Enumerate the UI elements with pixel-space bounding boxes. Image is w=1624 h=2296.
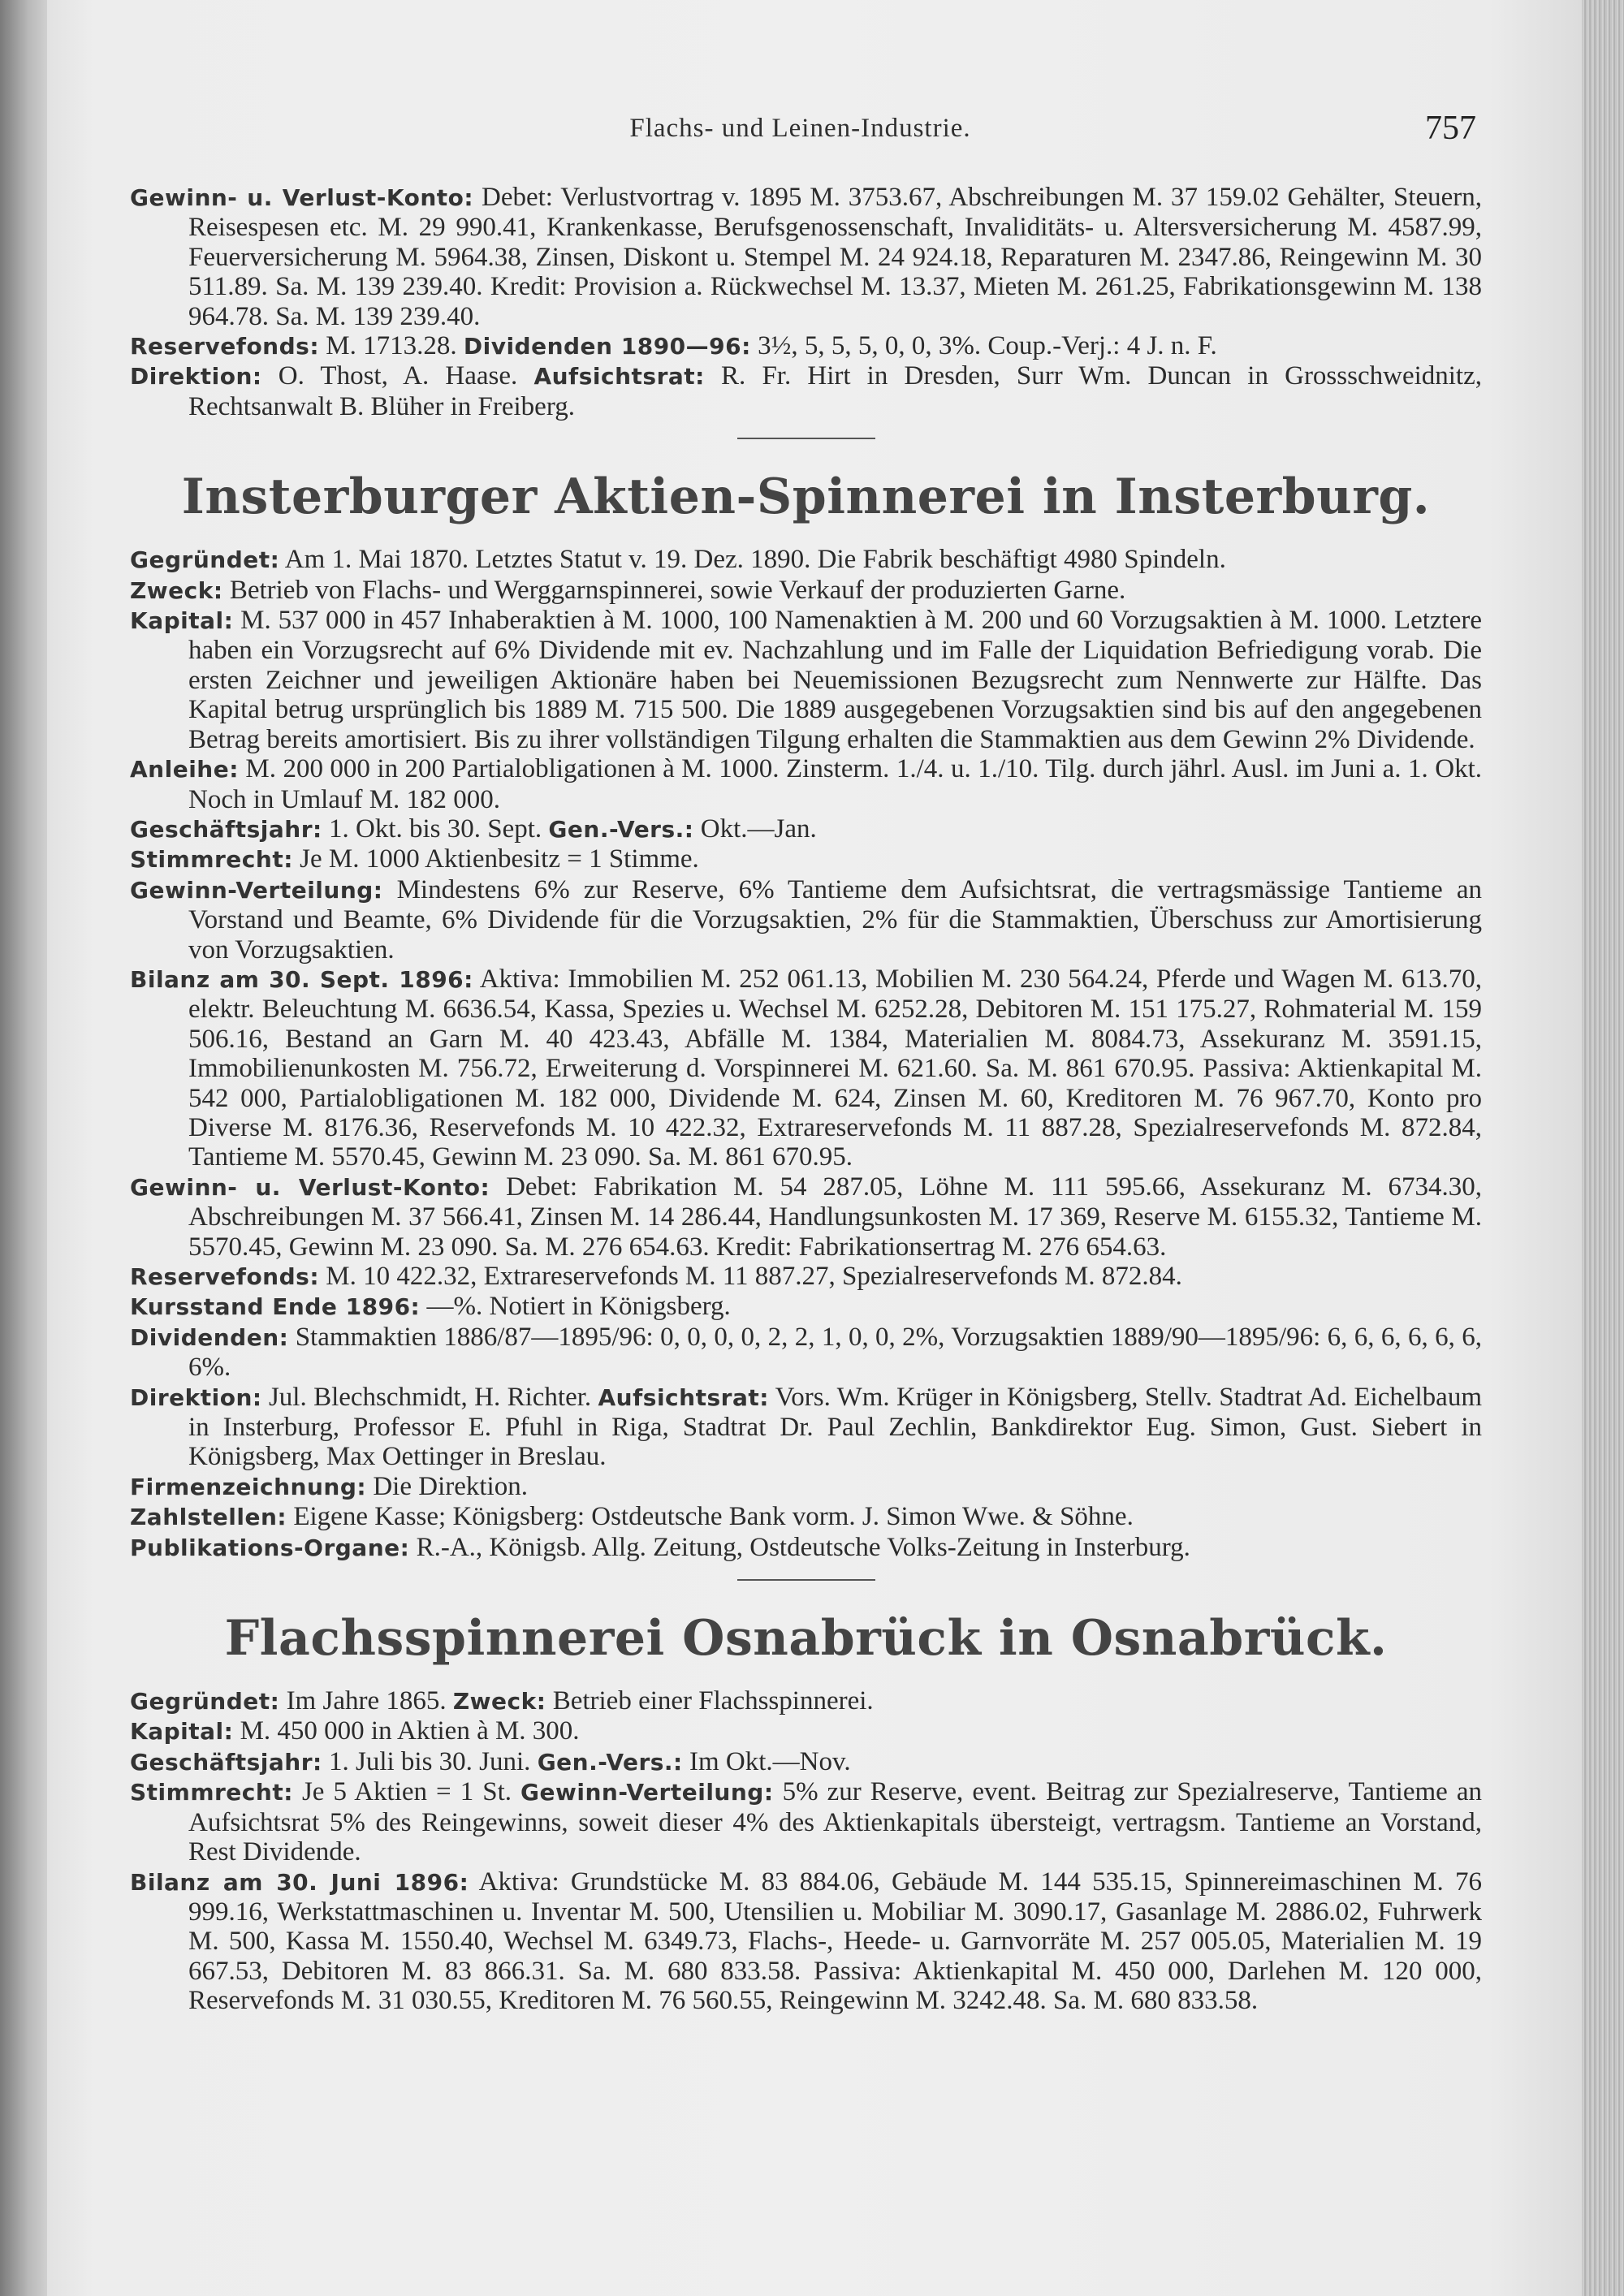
entry-label: Gewinn-Verteilung: [130,876,383,904]
section-divider [737,1579,875,1581]
entry-direktion [130,1383,1482,1472]
entry-text-secondary: Vors. Wm. Krüger in Königsberg, Stellv. Stadtrat Ad. Eichelbaum in Insterburg, Professor E. Pfuhl in Riga, Stadtrat Dr. Paul Zechlin, Bankdirektor Eug. Simon, Gust. Siebert in Königsberg, Max Oettinger in Breslau. [188,1382,1482,1472]
entry-label: Bilanz am 30. Sept. 1896: [130,965,473,993]
entry-label: Firmenzeichnung: [130,1473,367,1500]
entry-label: Direktion: [130,1383,262,1411]
entry-gewinn-verteilung [130,875,1482,965]
entry-text: —%. Notiert in Königsberg. [420,1292,731,1322]
entry-label: Bilanz am 30. Juni 1896: [130,1868,469,1896]
running-head [124,110,1476,162]
entry-label: Direktion: [130,363,262,391]
entry-label-secondary: Gen.-Vers.: [548,815,694,843]
entry-label: Gegründet: [130,1688,280,1716]
entry-text: M. 1713.28. [319,331,464,361]
entry-firmenzeichnung [130,1472,1482,1502]
entry-label: Gewinn- u. Verlust-Konto: [130,184,474,211]
entry-label: Reservefonds: [130,1263,320,1290]
entry-text: Am 1. Mai 1870. Letztes Statut v. 19. Dez. 1890. Die Fabrik beschäftigt 4980 Spindeln. [279,545,1226,575]
entry-dividenden [130,1323,1482,1383]
entry-text: Debet: Fabrikation M. 54 287.05, Löhne M. 111 595.66, Assekuranz M. 6734.30, Abschreibungen M. 37 566.41, Zinsen M. 14 286.44, Handlungsunkosten M. 17 369, Reserve M. 6155.32, Tantieme M. 5570.45, Gewinn M. 23 090. Sa. M. 276 654.63. Kredit: Fabrikationsertrag M. 276 654.63. [188,1172,1482,1262]
entry-text: Aktiva: Grundstücke M. 83 884.06, Gebäude M. 144 535.15, Spinnereimaschinen M. 76 999.16, Werkstattmaschinen u. Inventar M. 500, Utensilien u. Mobiliar M. 3090.17, Gasanlage M. 2886.02, Fuhrwerk M. 500, Kassa M. 1550.40, Wechsel M. 6349.73, Flachs-, Heede- u. Garnvorräte M. 257 005.05, Materialien M. 19 667.53, Debitoren M. 83 866.31. Sa. M. 680 833.58. Passiva: Aktienkapital M. 450 000, Darlehen M. 120 000, Reservefonds M. 31 030.55, Kreditoren M. 76 560.55, Reingewinn M. 3242.48. Sa. M. 680 833.58. [188,1867,1482,2016]
company-insterburg [130,462,1482,1563]
entry-text: M. 537 000 in 457 Inhaberaktien à M. 1000, 100 Namenaktien à M. 200 und 60 Vorzugsaktien à M. 1000. Letztere haben ein Vorzugsrecht auf 6% Dividende mit ev. Nachzahlung und im Falle der Liquidation Befriedigung vorab. Die ersten Zeichner und jeweiligen Aktionäre haben bei Neuemissionen Bezugsrecht zum Nennwerte zur Hälfte. Das Kapital betrug ursprünglich bis 1889 M. 715 500. Die 1889 ausgegebenen Vorzugsaktien sind bis auf den angegebenen Betrag bereits amortisiert. Bis zu ihrer vollständigen Tilgung erhalten die Stammaktien aus dem Gewinn 2% Dividende. [188,606,1482,754]
entry-label: Gewinn- u. Verlust-Konto: [130,1173,490,1201]
entry-label: Stimmrecht: [130,846,293,874]
entry-text: M. 450 000 in Aktien à M. 300. [233,1716,580,1746]
entry-reservefonds [130,331,1482,361]
entry-kapital [130,1716,1482,1746]
entry-text: 1. Juli bis 30. Juni. [322,1746,538,1776]
company-osnabrueck [130,1603,1482,2015]
entry-text: Aktiva: Immobilien M. 252 061.13, Mobilien M. 230 564.24, Pferde und Wagen M. 613.70, elektr. Beleuchtung M. 6636.54, Kassa, Spezies u. Wechsel M. 6252.28, Debitoren M. 151 175.27, Rohmaterial M. 159 506.16, Bestand an Garn M. 40 423.43, Abfälle M. 1384, Materialien M. 8084.73, Assekuranz M. 3591.15, Immobilienunkosten M. 756.72, Erweiterung d. Vorspinnerei M. 621.60. Sa. M. 861 670.95. Passiva: Aktienkapital M. 542 000, Partialobligationen M. 182 000, Dividende M. 624, Zinsen M. 60, Kreditoren M. 76 967.70, Konto pro Diverse M. 8176.36, Reservefonds M. 10 422.32, Extrareservefonds M. 11 887.28, Spezialreservefonds M. 872.84, Tantieme M. 5570.45, Gewinn M. 23 090. Sa. M. 861 670.95. [188,964,1482,1172]
entry-label: Zahlstellen: [130,1504,287,1531]
entry-label: Anleihe: [130,756,239,783]
entry-label: Dividenden: [130,1323,289,1351]
page-number: 757 [1425,110,1476,147]
entry-label: Zweck: [130,576,223,604]
company-heading: Insterburger Aktien-Spinnerei in Insterburg. [181,468,1431,526]
entry-text-secondary: R. Fr. Hirt in Dresden, Surr Wm. Duncan in Grossschweidnitz, Rechtsanwalt B. Blüher in Freiberg. [188,361,1482,421]
page-content [130,183,1482,2016]
entry-zahlstellen [130,1502,1482,1532]
entry-stimmrecht [130,844,1482,874]
book-page [47,0,1582,2296]
entry-label-secondary: Aufsichtsrat: [533,363,705,391]
entry-stimmrecht [130,1777,1482,1867]
entry-gegruendet [130,1686,1482,1716]
section-divider [737,438,875,439]
running-head-title: Flachs- und Leinen-Industrie. [629,114,971,143]
entry-publikations-organe [130,1533,1482,1563]
entry-text: Im Jahre 1865. [279,1686,453,1716]
scan-left-margin [0,0,47,2296]
entry-geschaeftsjahr [130,814,1482,844]
entry-text-secondary: 3½, 5, 5, 5, 0, 0, 3%. Coup.-Verj.: 4 J. n. F. [750,331,1217,361]
entry-text: Die Direktion. [366,1471,528,1501]
entry-text: M. 200 000 in 200 Partialobligationen à M. 1000. Zinsterm. 1./4. u. 1./10. Tilg. durch jährl. Ausl. im Juni a. 1. Okt. Noch in Umlauf M. 182 000. [188,754,1482,814]
entry-text: Mindestens 6% zur Reserve, 6% Tantieme dem Aufsichtsrat, die vertragsmässige Tantieme an Vorstand und Beamte, 6% Dividende für die Vorzugsaktien, 2% für die Stammaktien, Überschuss zur Amortisierung von Vorzugsaktien. [188,874,1482,965]
entry-text: Je M. 1000 Aktienbesitz = 1 Stimme. [292,844,699,874]
entry-text: O. Thost, A. Haase. [261,361,534,391]
entry-text: Stammaktien 1886/87—1895/96: 0, 0, 0, 0, 2, 2, 1, 0, 0, 2%, Vorzugsaktien 1889/90—1895/96: 6, 6, 6, 6, 6, 6, 6%. [188,1322,1482,1383]
entry-label: Reservefonds: [130,333,320,360]
entry-label: Stimmrecht: [130,1779,293,1806]
entry-label: Geschäftsjahr: [130,815,322,843]
entry-label-secondary: Gewinn-Verteilung: [520,1779,774,1806]
entry-label-secondary: Dividenden 1890—96: [463,333,751,360]
entry-kapital [130,606,1482,754]
entry-label: Kapital: [130,1718,234,1746]
entry-bilanz [130,1867,1482,2016]
previous-company-continuation [130,183,1482,421]
entry-label-secondary: Gen.-Vers.: [537,1748,683,1776]
entry-gegruendet [130,545,1482,575]
entry-text-secondary: Betrieb einer Flachsspinnerei. [546,1686,874,1716]
entry-direktion [130,361,1482,421]
entry-gewinn-verlust [130,183,1482,331]
entry-anleihe [130,754,1482,814]
entry-text: Jul. Blechschmidt, H. Richter. [261,1382,598,1412]
entry-text: Debet: Verlustvortrag v. 1895 M. 3753.67, Abschreibungen M. 37 159.02 Gehälter, Steuern, Reisespesen etc. M. 29 990.41, Krankenkasse, Berufsgenossenschaft, Invaliditäts- u. Altersversicherung M. 4587.99, Feuerversicherung M. 5964.38, Zinsen, Diskont u. Stempel M. 24 924.18, Reparaturen M. 2347.86, Reingewinn M. 30 511.89. Sa. M. 139 239.40. Kredit: Provision a. Rückwechsel M. 13.37, Mieten M. 261.25, Fabrikationsgewinn M. 138 964.78. Sa. M. 139 239.40. [188,183,1482,331]
entry-text: 1. Okt. bis 30. Sept. [322,814,549,844]
entry-text: Je 5 Aktien = 1 St. [292,1777,521,1807]
company-heading: Flachsspinnerei Osnabrück in Osnabrück. [224,1610,1388,1668]
entry-geschaeftsjahr [130,1747,1482,1777]
entry-label: Gegründet: [130,546,280,574]
entry-label-secondary: Aufsichtsrat: [598,1383,769,1411]
entry-text-secondary: Okt.—Jan. [693,814,817,844]
entry-label: Kapital: [130,607,234,635]
entry-kursstand [130,1292,1482,1322]
entry-bilanz [130,965,1482,1172]
entry-text-secondary: Im Okt.—Nov. [682,1746,851,1776]
entry-zweck [130,576,1482,606]
book-page-edges [1582,0,1624,2296]
entry-text-secondary: 5% zur Reserve, event. Beitrag zur Spezialreserve, Tantieme an Aufsichtsrat 5% des Reingewinns, soweit dieser 4% des Aktienkapitals übersteigt, vertragsm. Tantieme an Vorstand, Rest Dividende. [188,1777,1482,1867]
entry-text: M. 10 422.32, Extrareservefonds M. 11 887.27, Spezialreservefonds M. 872.84. [319,1262,1182,1291]
entry-text: Betrieb von Flachs- und Werggarnspinnerei, sowie Verkauf der produzierten Garne. [222,575,1126,605]
entry-label: Geschäftsjahr: [130,1748,322,1776]
entry-text: Eigene Kasse; Königsberg: Ostdeutsche Bank vorm. J. Simon Wwe. & Söhne. [287,1502,1134,1532]
entry-label-secondary: Zweck: [452,1688,546,1716]
entry-label: Publikations-Organe: [130,1534,410,1561]
entry-text: R.-A., Königsb. Allg. Zeitung, Ostdeutsche Volks-Zeitung in Insterburg. [409,1532,1190,1562]
entry-reservefonds [130,1262,1482,1292]
entry-gewinn-verlust [130,1172,1482,1262]
entry-label: Kursstand Ende 1896: [130,1293,421,1321]
